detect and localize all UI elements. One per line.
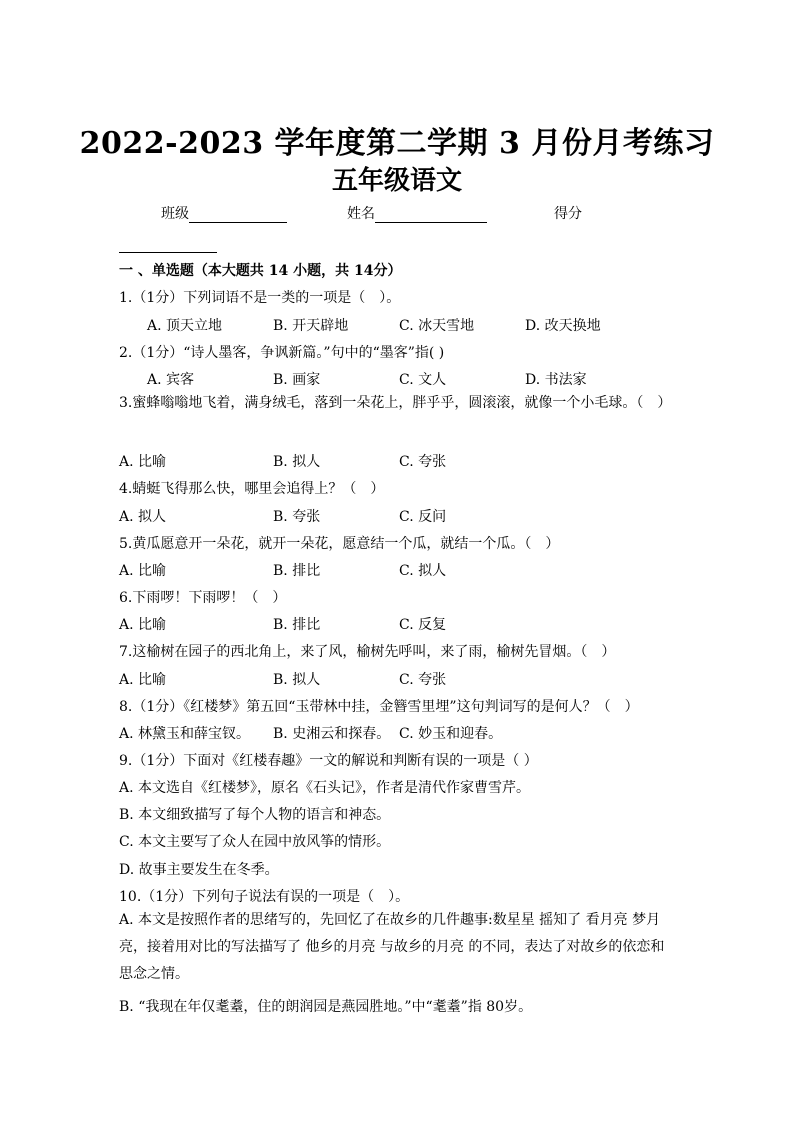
question-stem: 10.（1分）下列句子说法有误的一项是（ ）。 [119,889,410,905]
option-c: C. 夸张 [399,454,447,470]
option-d: D. 书法家 [525,372,587,388]
question-stem: 5.黄瓜愿意开一朵花，就开一朵花，愿意结一个瓜，就结一个瓜。（ ） [119,536,560,552]
option-a: A. 宾客 [147,372,195,388]
option-a: A. 比喻 [119,454,167,470]
option-c: C. 反问 [399,509,447,525]
option-a: A. 本文选自《红楼梦》，原名《石头记》，作者是清代作家曹雪芹。 [119,780,531,796]
option-a: A. 拟人 [119,509,167,525]
option-c: C. 拟人 [399,563,447,579]
option-b: B. 拟人 [273,454,321,470]
score-field [554,203,582,223]
question-stem: 1.（1分）下列词语不是一类的一项是（ ）。 [119,290,401,306]
option-d: D. 故事主要发生在冬季。 [119,862,279,878]
option-b: B. 画家 [273,372,321,388]
option-a: A. 顶天立地 [147,318,223,334]
option-c: C. 夸张 [399,672,447,688]
question-stem: 7.这榆树在园子的西北角上，来了风，榆树先呼叫，来了雨，榆树先冒烟。（ ） [119,644,616,660]
option-b: B. 史湘云和探春。 [273,726,391,742]
option-a: A. 比喻 [119,563,167,579]
option-c: C. 反复 [399,617,447,633]
name-blank [375,208,487,223]
option-b: B. 本文细致描写了每个人物的语言和神态。 [119,807,391,823]
option-c: C. 妙玉和迎春。 [399,726,503,742]
section-title: 一 、单选题（本大题共 14 小题，共 14分） [119,263,402,279]
class-blank [189,208,287,223]
option-b: B. 排比 [273,563,321,579]
exam-subtitle: 五年级语文 [331,166,462,196]
question-stem: 9.（1分）下面对《红楼春趣》一文的解说和判断有误的一项是（ ） [119,753,538,769]
question-stem: 2.（1分）“诗人墨客，争讽新篇。”句中的“墨客”指( ) [119,345,445,361]
name-label: 姓名 [347,206,375,222]
question-stem: 4.蜻蜓飞得那么快，哪里会追得上？（ ） [119,481,385,497]
option-a: A. 比喻 [119,617,167,633]
option-d: D. 改天换地 [525,318,601,334]
question-stem: 8.（1分）《红楼梦》第五回“玉带林中挂，金簪雪里埋”这句判词写的是何人？（ ） [119,699,639,715]
score-blank [119,252,217,253]
option-b: B. “我现在年仅耄耋，住的朗润园是燕园胜地。”中“耄耋”指 80岁。 [119,999,533,1015]
question-stem: 3.蜜蜂嗡嗡地飞着，满身绒毛，落到一朵花上，胖乎乎，圆滚滚，就像一个小毛球。（ ） [119,395,672,411]
option-b: B. 排比 [273,617,321,633]
option-b: B. 开天辟地 [273,318,349,334]
option-c: C. 冰天雪地 [399,318,475,334]
option-a: A. 比喻 [119,672,167,688]
option-c: C. 文人 [399,372,447,388]
option-b: B. 夸张 [273,509,321,525]
question-stem: 6.下雨啰！下雨啰！（ ） [119,590,287,606]
option-a: A. 本文是按照作者的思绪写的，先回忆了在故乡的几件趣事:数星星 摇知了 看月亮 梦月亮，接着用对比的写法描写了 他乡的月亮 与故乡的月亮 的不同，表达了对故乡的依恋和思念之情。 [119,912,665,982]
option-a: A. 林黛玉和薛宝钗。 [119,726,251,742]
option-b: B. 拟人 [273,672,321,688]
class-label: 班级 [161,206,189,222]
name-field [347,203,487,223]
score-label: 得分 [554,206,582,222]
option-c: C. 本文主要写了众人在园中放风筝的情形。 [119,834,391,850]
exam-title: 2022-2023 学年度第二学期 3 月份月考练习 [79,126,715,161]
class-field [161,203,287,223]
